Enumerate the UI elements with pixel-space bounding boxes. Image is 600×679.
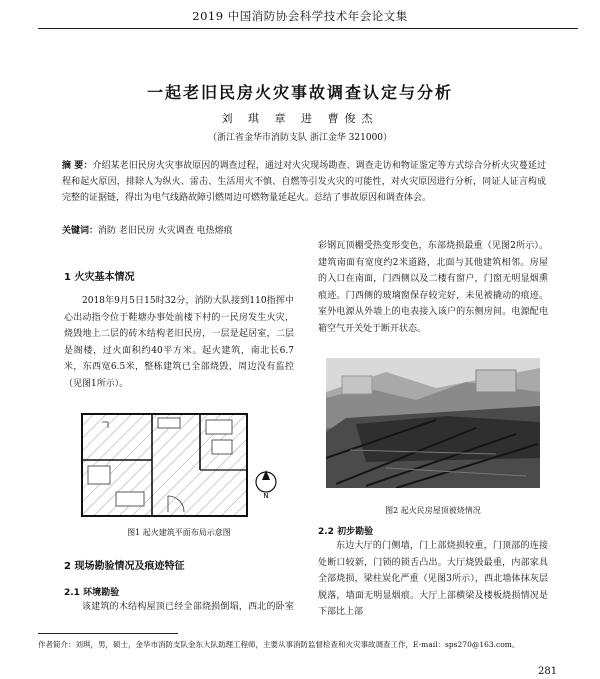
affiliation: （浙江省金华市消防支队 浙江金华 321000） [207, 133, 393, 143]
footnote-rule [38, 633, 178, 634]
paper-title: 一起老旧民房火灾事故调查认定与分析 [146, 83, 453, 102]
running-header: 2019 中国消防协会科学技术年会论文集 [192, 9, 408, 23]
section1-text: 2018年9月5日15时32分，消防大队接到110指挥中心出动指令位于鞋塘办事处前楼下村的一民房发生火灾，烧毁地上二层的砖木结构老旧民房，一层是起居室，二层是阁楼，过火面积约40平方米。起火建筑，南北长6.7米，东西宽6.5米，整栋建筑已全部烧毁，周边没有监控（见图1所示）。 [64, 296, 294, 389]
figure1-floorplan [72, 410, 286, 520]
section21-text-part2 [318, 238, 548, 355]
abstract-text: 介绍某老旧民房火灾事故原因的调查过程，通过对火灾现场勘查、调查走访和物证鉴定等方式综合分析火灾蔓延过程和起火原因，排除人为纵火、雷击、生活用火不慎、自燃等引发火灾的可能性，对火灾原因进行分析，同证人证言构成完整的证据链，得出为电气线路故障引燃周边可燃物量延起火。总结了事故原因和调查体会。 [62, 161, 546, 203]
section22-text: 东边大厅的门侧墙，门上部烧损较重，门顶部的连接处断口较新，门锁的锁舌凸出。大厅烧毁最重，内部家具全部烧损，梁柱炭化严重（见图3所示），西北墙体抹灰层脱落，墙面无明显烟痕。大厅上部横梁及楼板烧损情况是下部比上部 [318, 541, 548, 618]
keywords [62, 223, 546, 236]
footnote: 作者简介：刘琪，男，硕士，金华市消防支队金东大队助理工程师，主要从事消防监督检查和火灾事故调查工作，E-mail：sps270@163.com。 [38, 640, 520, 649]
authors: 刘 琪 章 进 曹俊杰 [221, 112, 379, 125]
abstract-label: 摘 要： [62, 161, 93, 171]
abstract [62, 158, 546, 206]
figure2-caption: 图2 起火民房屋顶被烧情况 [385, 506, 481, 515]
section21-heading: 2.1 环境勘验 [64, 588, 120, 598]
section2-heading: 2 现场勘验情况及痕迹特征 [64, 561, 185, 572]
section22-heading: 2.2 初步勘验 [318, 527, 374, 537]
page-number: 281 [538, 666, 558, 677]
figure2-photo [326, 358, 540, 488]
compass-label: N [263, 492, 269, 500]
compass-icon [256, 470, 276, 500]
section21-text-cont: 彩钢瓦顶棚受热变形变色，东部烧损最重（见图2所示）。建筑南面有宽度约2米道路，北面与其他建筑相邻。房屋的入口在南面，门西侧以及二楼有窗户，门窗无明显烟熏痕迹。门西侧的玻璃窗保存较完好，未见被撬动的痕迹。室外电源从外墙上的电表接入该户的东侧房间。电源配电箱空气开关处于断开状态。 [318, 241, 548, 334]
section1-heading: 1 火灾基本情况 [64, 272, 135, 283]
keywords-text: 消防 老旧民房 火灾调查 电热熔痕 [98, 226, 233, 236]
keywords-label: 关键词： [62, 226, 99, 236]
header-rule [38, 28, 578, 29]
section21-text: 该建筑的木结构屋顶已经全部烧损倒塌，西北的卧室 [82, 602, 294, 612]
figure1-caption: 图1 起火建筑平面布局示意图 [127, 528, 231, 537]
section21-text-part1 [64, 599, 294, 616]
